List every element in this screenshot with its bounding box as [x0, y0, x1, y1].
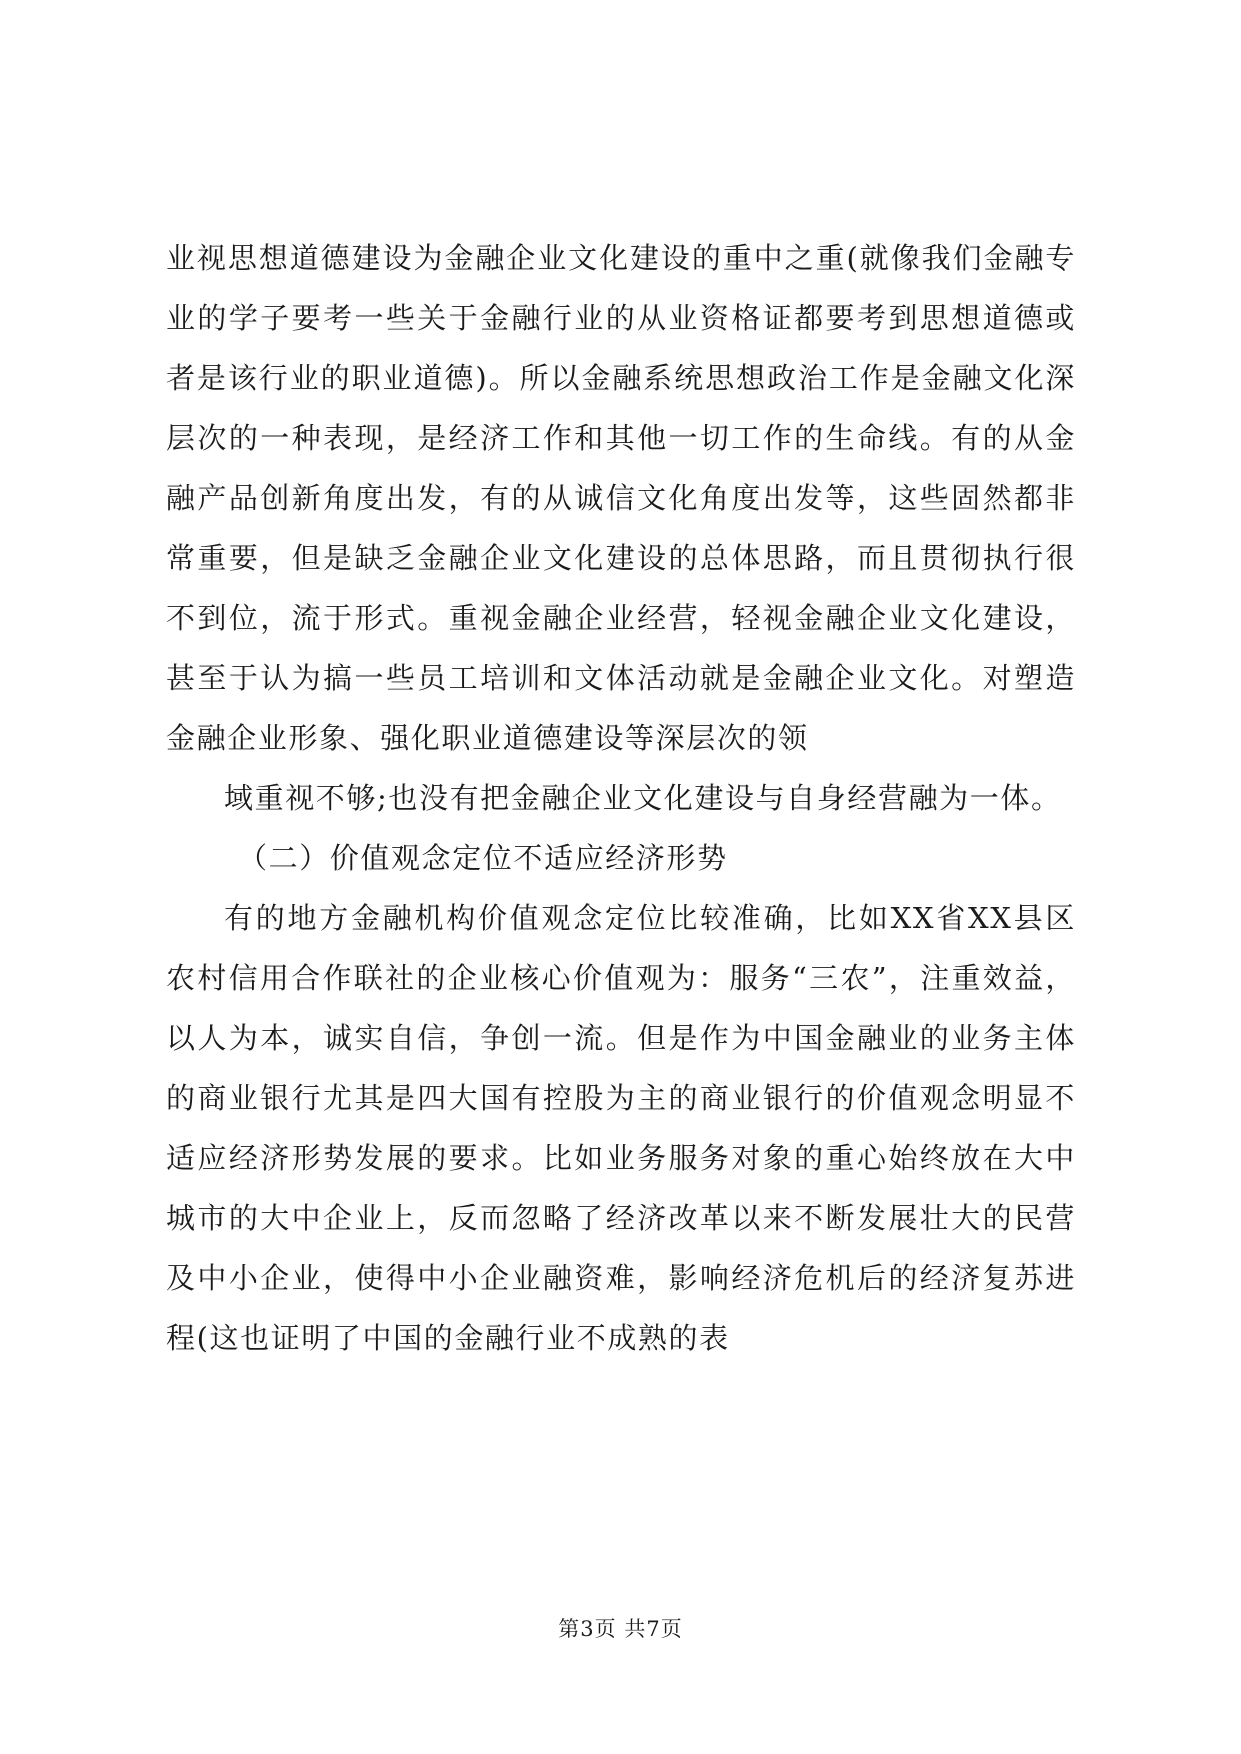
paragraph-value-positioning: 有的地方金融机构价值观念定位比较准确，比如XX省XX县区农村信用合作联社的企业核心价值观为：服务“三农”，注重效益，以人为本，诚实自信，争创一流。但是作为中国金融业的业务主体的商业银行尤其是四大国有控股为主的商业银行的价值观念明显不适应经济形势发展的要求。比如业务服务对象的重心始终放在大中城市的大中企业上，反而忽略了经济改革以来不断发展壮大的民营及中小企业，使得中小企业融资难，影响经济危机后的经济复苏进程(这也证明了中国的金融行业不成熟的表	[166, 901, 1076, 1355]
paragraph-continued: 业视思想道德建设为金融企业文化建设的重中之重(就像我们金融专业的学子要考一些关于金融行业的从业资格证都要考到思想道德或者是该行业的职业道德)。所以金融系统思想政治工作是金融文化深层次的一种表现，是经济工作和其他一切工作的生命线。有的从金融产品创新角度出发，有的从诚信文化角度出发等，这些固然都非常重要，但是缺乏金融企业文化建设的总体思路，而且贯彻执行很不到位，流于形式。重视金融企业经营，轻视金融企业文化建设，甚至于认为搞一些员工培训和文体活动就是金融企业文化。对塑造金融企业形象、强化职业道德建设等深层次的领	[166, 241, 1076, 755]
section-heading: （二）价值观念定位不适应经济形势	[238, 841, 728, 875]
page-footer: 第3页 共7页	[558, 1617, 683, 1641]
paragraph-continuation: 域重视不够;也没有把金融企业文化建设与自身经营融为一体。	[224, 781, 1062, 815]
document-body	[166, 228, 1076, 1368]
